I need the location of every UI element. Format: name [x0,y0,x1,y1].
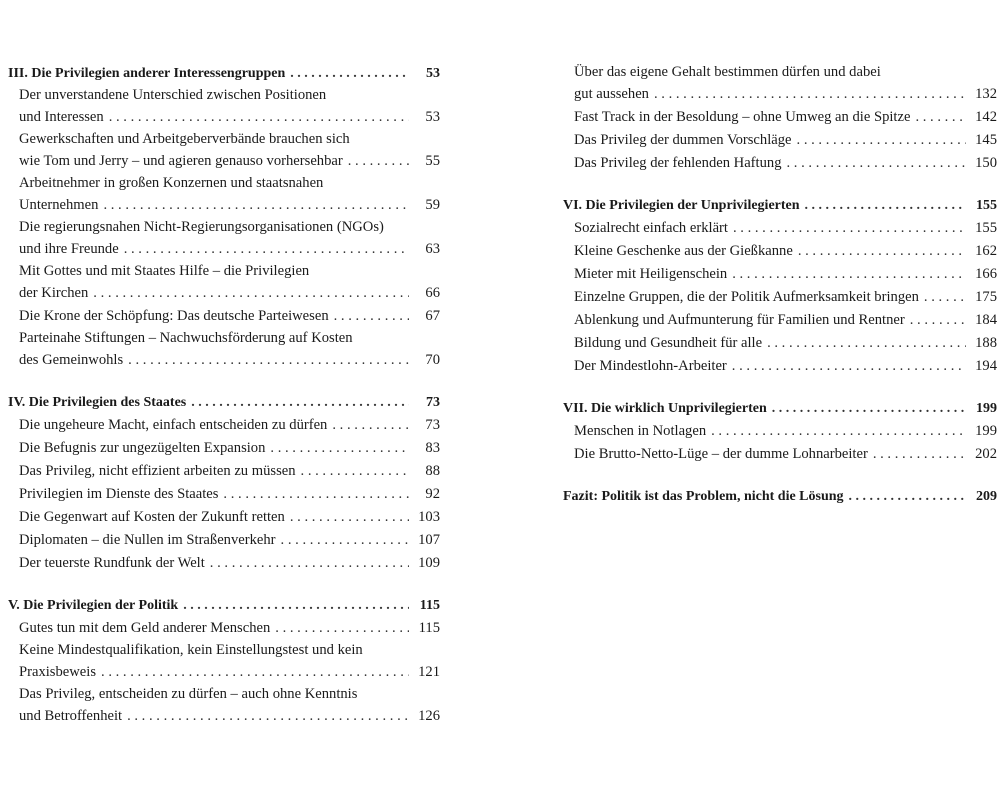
toc-page-number: 184 [975,312,997,328]
toc-entry-title-line: Privilegien im Dienste des Staates [19,486,219,502]
dot-leader [732,263,966,286]
dot-leader [290,62,409,85]
dot-leader [183,594,409,617]
toc-entry-title-line: Gutes tun mit dem Geld anderer Menschen [19,620,271,636]
toc-entry-title-line: Mieter mit Heiligenschein [574,266,728,282]
toc-entry-title-line: Das Privileg der dummen Vorschläge [574,132,792,148]
toc-page-number: 155 [975,220,997,236]
toc-entry-title-line: VI. Die Privilegien der Unprivilegierten [563,198,800,213]
toc-entry[interactable] [8,460,440,483]
toc-entry[interactable] [8,414,440,437]
toc-entry-title-line: Parteinahe Stiftungen – Nachwuchsförderung auf Kosten [19,330,353,346]
dot-leader [711,420,966,443]
toc-entry-title-line: III. Die Privilegien anderer Interessengruppen [8,66,286,81]
toc-entry-title-line: VII. Die wirklich Unprivilegierten [563,401,767,416]
dot-leader [301,460,409,483]
toc-entry-title-line: IV. Die Privilegien des Staates [8,395,187,410]
toc-page-number: 166 [975,266,997,282]
toc-page-number: 109 [418,555,440,571]
toc-entry-title-line: Der teuerste Rundfunk der Welt [19,555,205,571]
dot-leader [797,129,966,152]
dot-leader [924,286,966,309]
toc-page-number: 107 [418,532,440,548]
toc-entry-title-line: Über das eigene Gehalt bestimmen dürfen und dabei [574,64,881,80]
dot-leader [127,705,409,728]
toc-entry-title-line: Praxisbeweis [19,664,97,680]
dot-leader [873,443,966,466]
toc-entry-title-line: und Betroffenheit [19,708,123,724]
toc-entry[interactable] [563,106,997,129]
toc-right-column [563,62,997,508]
toc-entry[interactable] [8,173,440,217]
dot-leader [910,309,966,332]
toc-entry[interactable] [8,437,440,460]
toc-section-heading[interactable] [8,391,440,414]
toc-page-number: 155 [976,198,997,213]
dot-leader [275,617,409,640]
toc-entry-title-line: Sozialrecht einfach erklärt [574,220,728,236]
toc-page-number: 66 [425,285,440,301]
toc-entry[interactable] [8,640,440,684]
toc-entry[interactable] [563,355,997,378]
toc-entry[interactable] [8,506,440,529]
toc-entry-title-line: Einzelne Gruppen, die der Politik Aufmerksamkeit bringen [574,289,919,305]
toc-entry[interactable] [563,286,997,309]
dot-leader [733,217,966,240]
toc-page-number: 83 [425,440,440,456]
section-spacer [8,575,440,594]
toc-entry[interactable] [563,240,997,263]
toc-page-number: 202 [975,446,997,462]
toc-section-heading[interactable] [563,485,997,508]
toc-entry-title-line: gut aussehen [574,86,649,102]
toc-entry[interactable] [563,443,997,466]
toc-entry[interactable] [8,684,440,728]
dot-leader [101,661,409,684]
toc-entry-title-line: Keine Mindestqualifikation, kein Einstellungstest und kein [19,642,363,658]
toc-left-column [8,62,440,728]
toc-page-number: 73 [426,395,440,410]
toc-section-heading[interactable] [563,397,997,420]
dot-leader [124,238,409,261]
toc-page-number: 115 [419,598,440,613]
toc-page-number: 53 [425,109,440,125]
toc-page-number: 162 [975,243,997,259]
dot-leader [290,506,409,529]
toc-entry[interactable] [563,420,997,443]
dot-leader [93,282,409,305]
toc-entry-title-line: Die Brutto-Netto-Lüge – der dumme Lohnarbeiter [574,446,868,462]
toc-page-number: 145 [975,132,997,148]
toc-entry-title-line: Unternehmen [19,197,99,213]
toc-entry-title-line: des Gemeinwohls [19,352,124,368]
toc-entry[interactable] [8,328,440,372]
toc-entry-title-line: Das Privileg der fehlenden Haftung [574,155,782,171]
toc-entry[interactable] [563,332,997,355]
toc-page-number: 121 [418,664,440,680]
toc-entry-title-line: Fast Track in der Besoldung – ohne Umweg an die Spitze [574,109,911,125]
toc-entry[interactable] [563,62,997,106]
dot-leader [805,194,966,217]
toc-page-number: 132 [975,86,997,102]
toc-entry[interactable] [8,617,440,640]
toc-entry-title-line: der Kirchen [19,285,89,301]
toc-page-number: 103 [418,509,440,525]
toc-entry-title-line: Die regierungsnahen Nicht-Regierungsorganisationen (NGOs) [19,219,384,235]
toc-page-number: 70 [425,352,440,368]
toc-entry-title-line: Kleine Geschenke aus der Gießkanne [574,243,793,259]
dot-leader [732,355,966,378]
toc-entry-title-line: Diplomaten – die Nullen im Straßenverkehr [19,532,276,548]
dot-leader [332,414,409,437]
toc-page-number: 73 [425,417,440,433]
toc-entry[interactable] [563,152,997,175]
toc-page-number: 194 [975,358,997,374]
dot-leader [223,483,409,506]
section-spacer [563,378,997,397]
dot-leader [334,305,409,328]
toc-entry-title-line: und Interessen [19,109,104,125]
toc-page-number: 53 [426,66,440,81]
toc-page-number: 55 [425,153,440,169]
dot-leader [281,529,409,552]
toc-section-heading[interactable] [8,62,440,85]
toc-entry-title-line: Ablenkung und Aufmunterung für Familien und Rentner [574,312,905,328]
toc-page-number: 63 [425,241,440,257]
dot-leader [849,485,966,508]
toc-entry[interactable] [8,552,440,575]
section-spacer [563,175,997,194]
toc-page-number: 209 [976,489,997,504]
toc-page-number: 142 [975,109,997,125]
toc-entry[interactable] [8,261,440,305]
toc-entry-title-line: V. Die Privilegien der Politik [8,598,179,613]
section-spacer [563,466,997,485]
toc-entry[interactable] [563,263,997,286]
toc-entry-title-line: Fazit: Politik ist das Problem, nicht die Lösung [563,489,844,504]
toc-entry[interactable] [563,129,997,152]
toc-entry-title-line: Der Mindestlohn-Arbeiter [574,358,727,374]
toc-entry-title-line: Mit Gottes und mit Staates Hilfe – die Privilegien [19,263,310,279]
toc-entry[interactable] [8,305,440,328]
toc-page-number: 92 [425,486,440,502]
toc-entry-title-line: Die ungeheure Macht, einfach entscheiden zu dürfen [19,417,328,433]
dot-leader [270,437,409,460]
toc-page-number: 199 [976,401,997,416]
dot-leader [103,194,409,217]
toc-entry-title-line: Arbeitnehmer in großen Konzernen und staatsnahen [19,175,324,191]
toc-entry-title-line: wie Tom und Jerry – und agieren genauso vorhersehbar [19,153,343,169]
toc-entry[interactable] [8,129,440,173]
dot-leader [348,150,409,173]
toc-entry[interactable] [563,217,997,240]
toc-entry-title-line: Der unverstandene Unterschied zwischen Positionen [19,87,327,103]
dot-leader [109,106,409,129]
toc-section-heading[interactable] [8,594,440,617]
toc-entry-title-line: Bildung und Gesundheit für alle [574,335,763,351]
toc-page-number: 188 [975,335,997,351]
toc-page-number: 88 [425,463,440,479]
dot-leader [191,391,409,414]
toc-entry-title-line: Die Gegenwart auf Kosten der Zukunft retten [19,509,285,525]
dot-leader [128,349,409,372]
dot-leader [798,240,966,263]
dot-leader [767,332,966,355]
toc-page-number: 67 [425,308,440,324]
toc-entry-title-line: Das Privileg, nicht effizient arbeiten zu müssen [19,463,296,479]
toc-page-number: 150 [975,155,997,171]
toc-entry-title-line: und ihre Freunde [19,241,119,257]
dot-leader [210,552,409,575]
toc-entry-title-line: Menschen in Notlagen [574,423,707,439]
dot-leader [787,152,967,175]
toc-entry[interactable] [8,529,440,552]
toc-page-number: 175 [975,289,997,305]
toc-page-number: 115 [418,620,440,636]
toc-section-heading[interactable] [563,194,997,217]
toc-entry-title-line: Die Krone der Schöpfung: Das deutsche Parteiwesen [19,308,329,324]
toc-entry[interactable] [8,85,440,129]
toc-page-number: 126 [418,708,440,724]
dot-leader [772,397,966,420]
section-spacer [8,372,440,391]
toc-entry[interactable] [8,217,440,261]
toc-entry-title-line: Das Privileg, entscheiden zu dürfen – auch ohne Kenntnis [19,686,358,702]
toc-entry-title-line: Gewerkschaften und Arbeitgeberverbände brauchen sich [19,131,350,147]
dot-leader [654,83,966,106]
toc-entry-title-line: Die Befugnis zur ungezügelten Expansion [19,440,266,456]
toc-entry[interactable] [8,483,440,506]
toc-page-number: 199 [975,423,997,439]
toc-entry[interactable] [563,309,997,332]
dot-leader [915,106,966,129]
toc-page-number: 59 [425,197,440,213]
